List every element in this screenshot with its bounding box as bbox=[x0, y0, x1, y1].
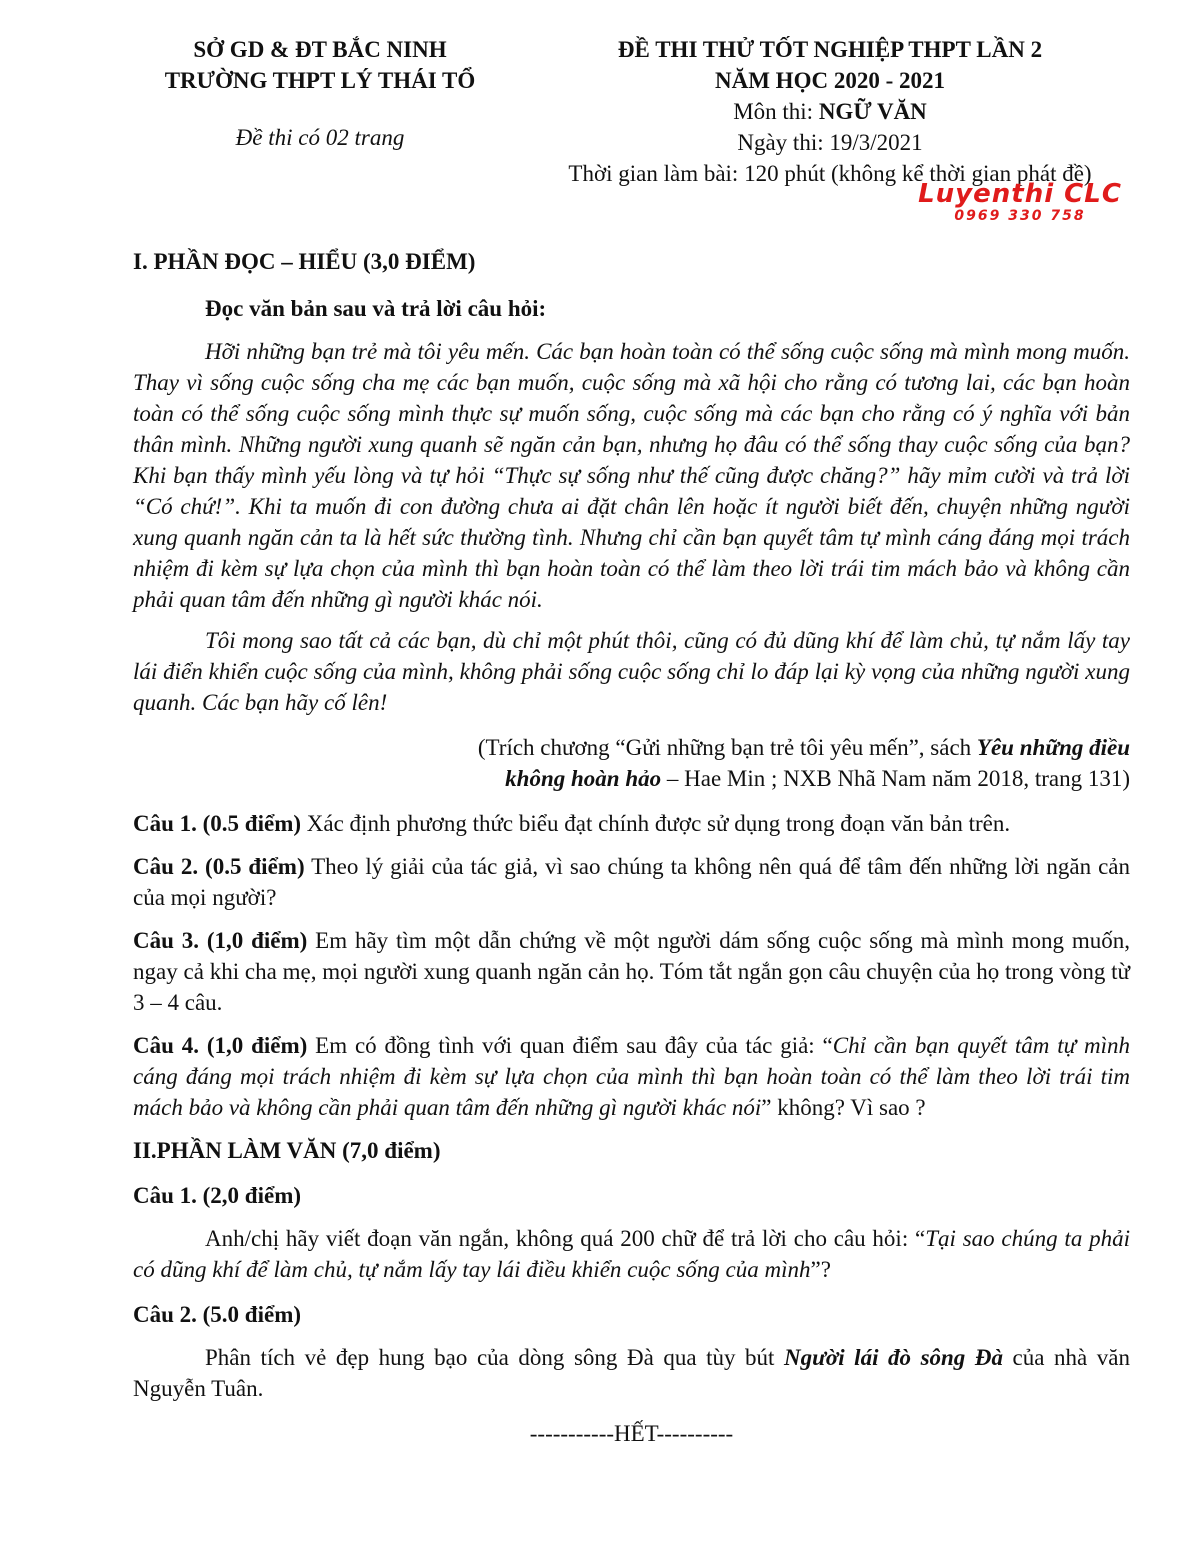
exam-title: ĐỀ THI THỬ TỐT NGHIỆP THPT LẦN 2 bbox=[617, 37, 1043, 62]
subject-label: Môn thi: bbox=[733, 99, 819, 124]
question-4-intro: Em có đồng tình với quan điểm sau đây của tác giả: “ bbox=[307, 1033, 833, 1058]
question-1-label: Câu 1. (0.5 điểm) bbox=[133, 811, 302, 836]
passage-source bbox=[133, 732, 1130, 794]
source-suffix: – Hae Min ; NXB Nhã Nam năm 2018, trang 131) bbox=[661, 766, 1130, 791]
school-year: NĂM HỌC 2020 - 2021 bbox=[715, 68, 945, 93]
reading-instruction: Đọc văn bản sau và trả lời câu hỏi: bbox=[205, 296, 547, 321]
exam-duration: Thời gian làm bài: 120 phút (không kể thời gian phát đề) bbox=[568, 161, 1092, 186]
question-2-label: Câu 2. (0.5 điểm) bbox=[133, 854, 305, 879]
school-name: TRƯỜNG THPT LÝ THÁI TỔ bbox=[164, 68, 476, 93]
question-4-quote: Chỉ cần bạn quyết tâm tự mình cáng đáng mọi trách nhiệm đi kèm sự lựa chọn của mình thì bạn hoàn toàn có thể làm theo lời trái tim mách bảo và không cần phải quan tâm đến những gì người khác nói bbox=[133, 1033, 1130, 1120]
essay-question-2-label: Câu 2. (5.0 điểm) bbox=[133, 1302, 302, 1327]
question-4 bbox=[133, 1030, 1130, 1123]
watermark-stamp bbox=[910, 180, 1130, 224]
subject-value: NGỮ VĂN bbox=[818, 99, 927, 124]
essay-question-1-label: Câu 1. (2,0 điểm) bbox=[133, 1183, 302, 1208]
question-2-text: Theo lý giải của tác giả, vì sao chúng ta không nên quá để tâm đến những lời ngăn cản của mọi người? bbox=[133, 854, 1130, 910]
essay-question-2-work: Người lái đò sông Đà bbox=[784, 1345, 1003, 1370]
exam-subject bbox=[520, 96, 1140, 127]
essay-question-1-intro: Anh/chị hãy viết đoạn văn ngắn, không quá 200 chữ để trả lời cho câu hỏi: “ bbox=[205, 1226, 926, 1251]
question-1 bbox=[133, 808, 1130, 839]
essay-question-1 bbox=[133, 1223, 1130, 1285]
source-prefix: (Trích chương “Gửi những bạn trẻ tôi yêu mến”, sách bbox=[477, 735, 977, 760]
question-4-label: Câu 4. (1,0 điểm) bbox=[133, 1033, 308, 1058]
exam-date: Ngày thi: 19/3/2021 bbox=[737, 130, 923, 155]
question-1-text: Xác định phương thức biểu đạt chính được sử dụng trong đoạn văn bản trên. bbox=[301, 811, 1011, 836]
stamp-brand: Luyenthi CLC bbox=[918, 179, 1122, 209]
question-2 bbox=[133, 851, 1130, 913]
question-3-text: Em hãy tìm một dẫn chứng về một người dám sống cuộc sống mà mình mong muốn, ngay cả khi cha mẹ, mọi người xung quanh ngăn cản họ. Tóm tắt ngắn gọn câu chuyện của họ trong vòng từ 3 – 4 câu. bbox=[133, 928, 1130, 1015]
department-name: SỞ GD & ĐT BẮC NINH bbox=[193, 37, 447, 62]
stamp-phone: 0969 330 758 bbox=[954, 208, 1086, 224]
question-3 bbox=[133, 925, 1130, 1018]
passage-paragraph-1: Hỡi những bạn trẻ mà tôi yêu mến. Các bạn hoàn toàn có thể sống cuộc sống mà mình mong muốn. Thay vì sống cuộc sống cha mẹ các bạn muốn, cuộc sống mà xã hội cho rằng có tương lai, các bạn hoàn toàn có thể sống cuộc sống mình thực sự muốn sống, cuộc sống mà các bạn cho rằng có ý nghĩa với bản thân mình. Những người xung quanh sẽ ngăn cản bạn, nhưng họ đâu có thể sống thay cuộc sống của bạn? Khi bạn thấy mình yếu lòng và tự hỏi “Thực sự sống như thế cũng được chăng?” hãy mỉm cười và trả lời “Có chứ!”. Khi ta muốn đi con đường chưa ai đặt chân lên hoặc ít người biết đến, chuyện những người xung quanh ngăn cản ta là hết sức thường tình. Nhưng chỉ cần bạn quyết tâm tự mình cáng đáng mọi trách nhiệm đi kèm sự lựa chọn của mình thì bạn hoàn toàn có thể làm theo lời trái tim mách bảo và không cần phải quan tâm đến những gì người khác nói. bbox=[133, 339, 1130, 612]
school-header bbox=[110, 34, 530, 153]
essay-question-1-quote: Tại sao chúng ta phải có dũng khí để làm chủ, tự nắm lấy tay lái điều khiển cuộc sống của mình bbox=[133, 1226, 1130, 1282]
source-book-title-a: Yêu những điều bbox=[976, 735, 1130, 760]
source-book-title-b: không hoàn hảo bbox=[505, 766, 662, 791]
essay-question-2 bbox=[133, 1342, 1130, 1404]
part1-title: I. PHẦN ĐỌC – HIỂU (3,0 ĐIỂM) bbox=[133, 249, 476, 274]
end-marker: -----------HẾT---------- bbox=[529, 1421, 734, 1446]
essay-question-1-ending: ”? bbox=[810, 1257, 831, 1282]
question-3-label: Câu 3. (1,0 điểm) bbox=[133, 928, 308, 953]
page-count-note: Đề thi có 02 trang bbox=[235, 125, 405, 150]
essay-question-2-intro: Phân tích vẻ đẹp hung bạo của dòng sông Đà qua tùy bút bbox=[205, 1345, 784, 1370]
passage-paragraph-2: Tôi mong sao tất cả các bạn, dù chỉ một phút thôi, cũng có đủ dũng khí để làm chủ, tự nắm lấy tay lái điển khiển cuộc sống của mình, không phải sống cuộc sống chỉ lo đáp lại kỳ vọng của những người xung quanh. Các bạn hãy cố lên! bbox=[133, 628, 1130, 715]
exam-content bbox=[133, 246, 1130, 1449]
essay-question-2-ending: của nhà văn Nguyễn Tuân. bbox=[133, 1345, 1130, 1401]
part2-title: II.PHẦN LÀM VĂN (7,0 điểm) bbox=[133, 1138, 441, 1163]
question-4-ending: ” không? Vì sao ? bbox=[761, 1095, 926, 1120]
exam-header bbox=[520, 34, 1140, 189]
